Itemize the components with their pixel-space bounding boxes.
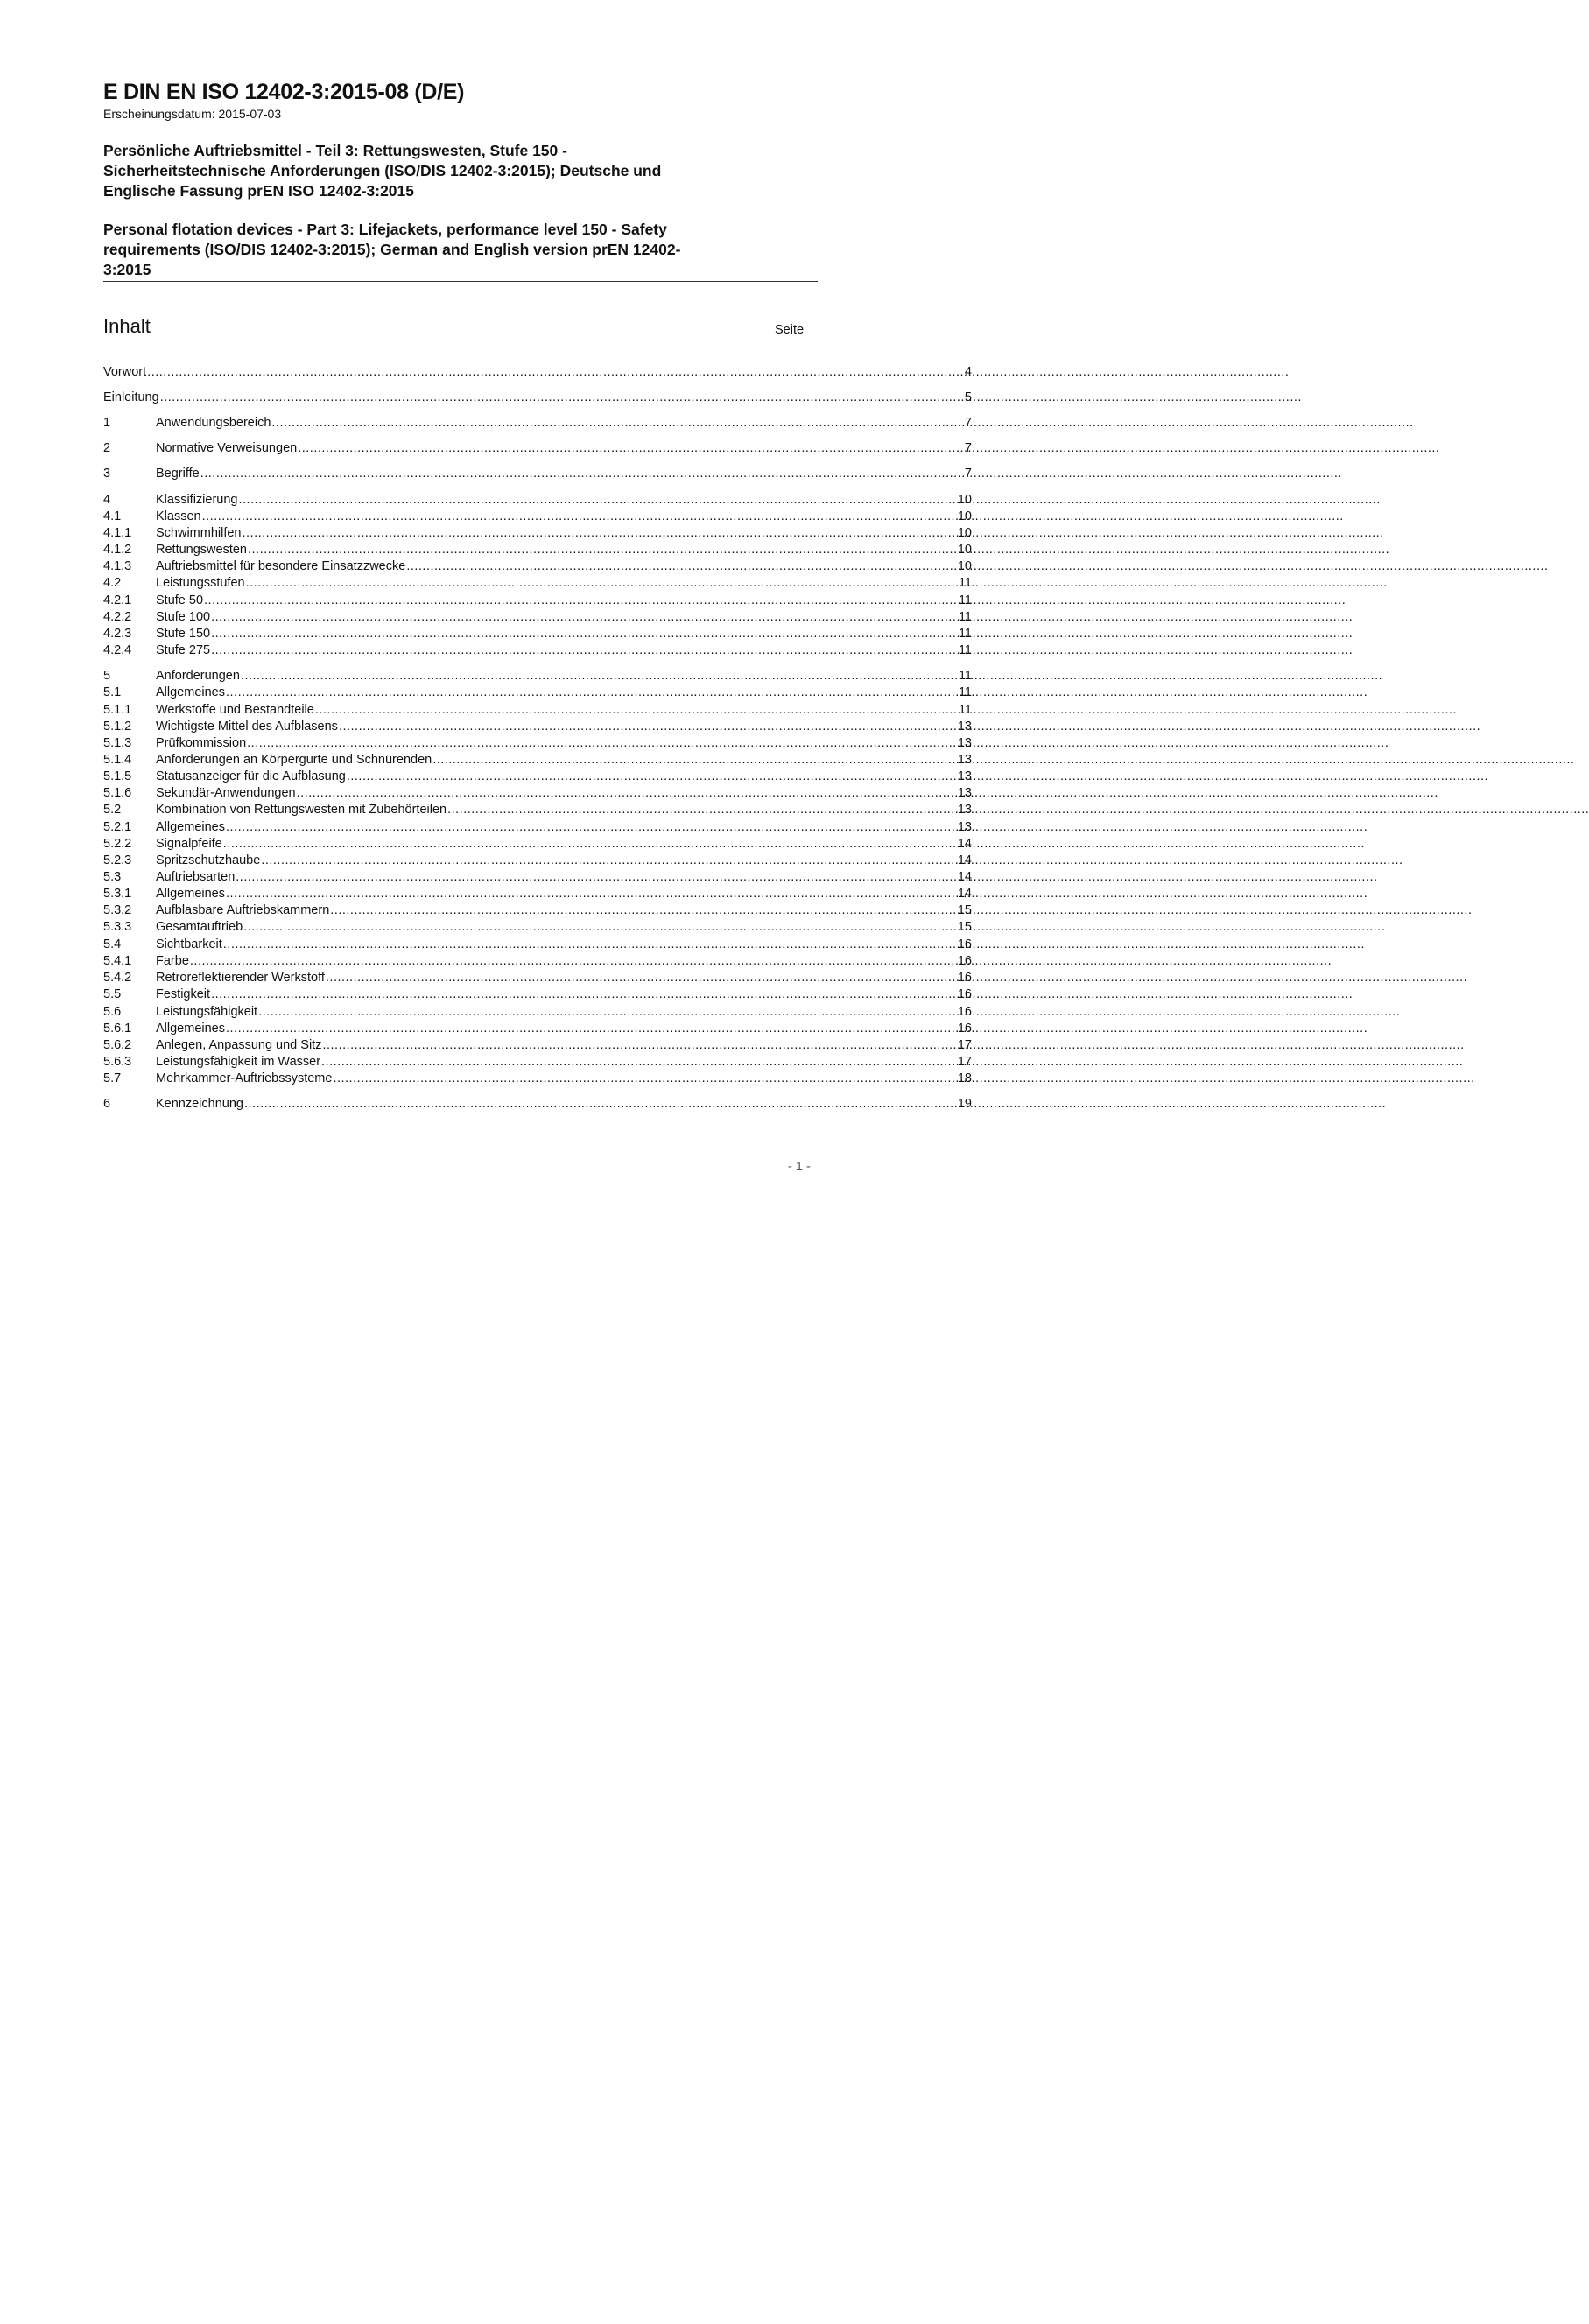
publication-date: Erscheinungsdatum: 2015-07-03	[103, 107, 282, 121]
toc-entry[interactable]	[103, 719, 972, 735]
toc-entry-title: Sichtbarkeit	[156, 937, 222, 951]
toc-entry-page: 5	[964, 390, 972, 404]
toc-entry[interactable]	[103, 752, 972, 769]
toc-entry-number: 5.3.1	[103, 887, 132, 901]
toc-entry-number: 5.1	[103, 685, 122, 699]
toc-entry-title: Stufe 100	[156, 610, 211, 624]
toc-entry-page: 11	[958, 593, 972, 607]
toc-entry[interactable]	[103, 642, 972, 659]
toc-entry-page: 14	[957, 837, 972, 851]
toc-entry[interactable]	[103, 440, 972, 457]
toc-entry-page: 7	[964, 416, 972, 430]
toc-entry-title: Anlegen, Anpassung und Sitz	[156, 1038, 322, 1052]
toc-entry-number: 5.4.1	[103, 954, 132, 968]
toc-entry-number: 5.2	[103, 803, 122, 817]
toc-entry-number: 4	[103, 493, 111, 507]
toc-entry-page: 7	[964, 441, 972, 455]
toc-entry-number: 5.2.1	[103, 820, 132, 834]
toc-entry-page: 15	[957, 903, 972, 917]
toc-entry-number: 3	[103, 467, 111, 481]
toc-entry-title: Allgemeines	[156, 820, 225, 834]
toc-entry-page: 17	[957, 1055, 972, 1069]
toc-entry-title: Signalpfeife	[156, 837, 222, 851]
toc-entry-title: Schwimmhilfen	[156, 526, 242, 540]
toc-entry[interactable]	[103, 802, 972, 818]
toc-entry[interactable]	[103, 970, 972, 986]
toc-entry-title: Wichtigste Mittel des Aufblasens	[156, 720, 338, 734]
toc-entry-title: Anwendungsbereich	[156, 416, 271, 430]
toc-entry-title: Werkstoffe und Bestandteile	[156, 703, 314, 717]
toc-entry-number: 5.1.2	[103, 720, 132, 734]
toc-entry-page: 15	[957, 920, 972, 934]
toc-entry-number: 5.6.1	[103, 1022, 132, 1036]
toc-entry-title: Rettungswesten	[156, 543, 247, 557]
toc-entry-number: 4.2	[103, 576, 122, 590]
toc-entry-page: 4	[964, 365, 972, 379]
toc-entry-title: Kennzeichnung	[156, 1097, 243, 1111]
toc-entry-number: 5.6.2	[103, 1038, 132, 1052]
toc-entry[interactable]	[103, 575, 972, 592]
toc-entry[interactable]	[103, 1037, 972, 1054]
toc-entry-page: 11	[958, 576, 972, 590]
toc-entry[interactable]	[103, 626, 972, 642]
toc-entry[interactable]	[103, 415, 972, 432]
toc-entry-page: 19	[957, 1097, 972, 1111]
toc-entry-page: 13	[957, 769, 972, 783]
toc-entry[interactable]	[103, 609, 972, 626]
toc-entry-title: Retroreflektierender Werkstoff	[156, 971, 325, 985]
toc-entry[interactable]	[103, 593, 972, 609]
toc-entry-number: 5.1.3	[103, 736, 132, 750]
page-number: - 1 -	[788, 1160, 811, 1174]
toc-entry-title: Allgemeines	[156, 1022, 225, 1036]
toc-entry-number: 4.2.2	[103, 610, 132, 624]
toc-entry-number: 4.1.3	[103, 559, 132, 573]
toc-entry-number: 5.3.3	[103, 920, 132, 934]
toc-entry-title: Begriffe	[156, 467, 200, 481]
toc-entry-page: 13	[957, 786, 972, 800]
toc-entry[interactable]	[103, 1004, 972, 1021]
toc-entry[interactable]	[103, 853, 972, 869]
toc-entry-number: 5.3.2	[103, 903, 132, 917]
toc-entry[interactable]	[103, 390, 972, 406]
toc-entry-title: Klassifizierung	[156, 493, 238, 507]
title-german-line: Persönliche Auftriebsmittel - Teil 3: Rettungswesten, Stufe 150 -	[103, 142, 567, 159]
toc-entry-number: 2	[103, 441, 111, 455]
toc-entry[interactable]	[103, 1021, 972, 1037]
toc-entry-page: 10	[957, 543, 972, 557]
toc-entry-page: 10	[957, 559, 972, 573]
toc-entry-page: 10	[957, 493, 972, 507]
toc-entry-page: 11	[958, 627, 972, 641]
toc-entry-title: Leistungsfähigkeit im Wasser	[156, 1055, 321, 1069]
title-german-line: Sicherheitstechnische Anforderungen (ISO/DIS 12402-3:2015); Deutsche und	[103, 162, 662, 179]
toc-entry-number: 5.6.3	[103, 1055, 132, 1069]
toc-entry-number: 5.5	[103, 987, 122, 1001]
toc-entry-page: 16	[957, 971, 972, 985]
toc-entry-title: Aufblasbare Auftriebskammern	[156, 903, 330, 917]
title-english-line: 3:2015	[103, 261, 151, 278]
toc-page-column-heading: Seite	[775, 323, 805, 337]
toc-entry[interactable]	[103, 986, 972, 1003]
toc-entry[interactable]	[103, 542, 972, 558]
toc-entry-title: Statusanzeiger für die Aufblasung	[156, 769, 346, 783]
toc-entry-page: 13	[957, 736, 972, 750]
toc-entry-number: 4.2.4	[103, 643, 132, 657]
toc-entry-title: Anforderungen	[156, 669, 240, 683]
toc-entry-page: 16	[957, 1022, 972, 1036]
document-page	[0, 0, 972, 1228]
toc-entry-page: 16	[957, 954, 972, 968]
toc-entry[interactable]	[103, 685, 972, 701]
toc-entry-number: 5.2.2	[103, 837, 132, 851]
toc-entry[interactable]	[103, 492, 972, 509]
toc-entry-title: Vorwort	[103, 365, 147, 379]
toc-entry-title: Auftriebsmittel für besondere Einsatzzwecke	[156, 559, 406, 573]
toc-entry-title: Stufe 275	[156, 643, 211, 657]
toc-entry-number: 5.4.2	[103, 971, 132, 985]
toc-entry-title: Leistungsfähigkeit	[156, 1005, 258, 1019]
toc-entry-title: Klassen	[156, 509, 201, 523]
toc-entry-page: 11	[958, 610, 972, 624]
toc-entry-page: 11	[958, 685, 972, 699]
toc-entry[interactable]	[103, 525, 972, 542]
toc-entry-page: 14	[957, 853, 972, 867]
toc-entry-title: Anforderungen an Körpergurte und Schnürenden	[156, 753, 432, 767]
toc-entry-page: 11	[958, 703, 972, 717]
toc-entry[interactable]	[103, 1096, 972, 1113]
toc-entry[interactable]	[103, 937, 972, 953]
toc-entry-page: 16	[957, 987, 972, 1001]
toc-entry[interactable]	[103, 869, 972, 886]
toc-entry-number: 6	[103, 1097, 111, 1111]
toc-entry-number: 5	[103, 669, 111, 683]
toc-entry-title: Gesamtauftrieb	[156, 920, 243, 934]
toc-entry[interactable]	[103, 819, 972, 836]
toc-entry-title: Leistungsstufen	[156, 576, 245, 590]
toc-entry-title: Spritzschutzhaube	[156, 853, 261, 867]
toc-entry-number: 5.7	[103, 1071, 122, 1085]
table-of-contents	[0, 0, 972, 1228]
toc-entry[interactable]	[103, 836, 972, 853]
toc-entry-page: 10	[957, 509, 972, 523]
toc-entry-number: 5.4	[103, 937, 122, 951]
toc-entry-title: Festigkeit	[156, 987, 211, 1001]
toc-entry-page: 13	[957, 803, 972, 817]
toc-entry-number: 5.1.5	[103, 769, 132, 783]
toc-entry[interactable]	[103, 364, 972, 381]
toc-entry-page: 13	[957, 720, 972, 734]
toc-entry-number: 4.2.3	[103, 627, 132, 641]
toc-entry-title: Stufe 50	[156, 593, 204, 607]
toc-entry[interactable]	[103, 558, 972, 575]
toc-entry-page: 16	[957, 1005, 972, 1019]
toc-entry[interactable]	[103, 1054, 972, 1071]
toc-entry[interactable]	[103, 509, 972, 525]
toc-entry-title: Kombination von Rettungswesten mit Zubehörteilen	[156, 803, 447, 817]
toc-entry-page: 14	[957, 870, 972, 884]
toc-entry[interactable]	[103, 702, 972, 719]
toc-entry[interactable]	[103, 735, 972, 752]
toc-entry-title: Auftriebsarten	[156, 870, 236, 884]
toc-entry-number: 5.1.6	[103, 786, 132, 800]
toc-entry-number: 1	[103, 416, 111, 430]
toc-entry-page: 11	[958, 669, 972, 683]
toc-entry-number: 5.6	[103, 1005, 122, 1019]
toc-entry-page: 11	[958, 643, 972, 657]
toc-entry-page: 17	[957, 1038, 972, 1052]
toc-entry-number: 5.3	[103, 870, 122, 884]
toc-heading: Inhalt	[103, 315, 151, 337]
toc-entry[interactable]	[103, 466, 972, 482]
toc-entry[interactable]	[103, 769, 972, 785]
toc-entry-title: Farbe	[156, 954, 189, 968]
toc-entry-number: 4.1.1	[103, 526, 132, 540]
toc-entry[interactable]	[103, 785, 972, 802]
toc-entry[interactable]	[103, 1071, 972, 1087]
toc-entry-page: 18	[957, 1071, 972, 1085]
toc-entry-title: Stufe 150	[156, 627, 211, 641]
toc-entry[interactable]	[103, 953, 972, 970]
toc-entry-page: 16	[957, 937, 972, 951]
toc-entry-title: Prüfkommission	[156, 736, 247, 750]
toc-entry-title: Sekundär-Anwendungen	[156, 786, 296, 800]
title-english-line: Personal flotation devices - Part 3: Lifejackets, performance level 150 - Safety	[103, 221, 667, 238]
toc-entry-title: Normative Verweisungen	[156, 441, 298, 455]
title-german-line: Englische Fassung prEN ISO 12402-3:2015	[103, 182, 415, 200]
toc-entry-number: 5.1.1	[103, 703, 132, 717]
toc-entry-title: Allgemeines	[156, 887, 225, 901]
toc-entry-page: 7	[964, 467, 972, 481]
toc-entry-page: 10	[957, 526, 972, 540]
toc-entry[interactable]	[103, 919, 972, 936]
toc-entry[interactable]	[103, 902, 972, 919]
toc-entry-title: Allgemeines	[156, 685, 225, 699]
document-id: E DIN EN ISO 12402-3:2015-08 (D/E)	[103, 80, 465, 104]
toc-entry-number: 5.2.3	[103, 853, 132, 867]
toc-entry-number: 5.1.4	[103, 753, 132, 767]
toc-entry[interactable]	[103, 886, 972, 902]
toc-entry-number: 4.1.2	[103, 543, 132, 557]
toc-entry-title: Mehrkammer-Auftriebssysteme	[156, 1071, 333, 1085]
toc-entry-number: 4.2.1	[103, 593, 132, 607]
toc-entry-title: Einleitung	[103, 390, 159, 404]
toc-entry-page: 13	[957, 753, 972, 767]
toc-entry-page: 14	[957, 887, 972, 901]
toc-entry-number: 4.1	[103, 509, 122, 523]
title-english-line: requirements (ISO/DIS 12402-3:2015); German and English version prEN 12402-	[103, 241, 681, 258]
toc-entry-page: 13	[957, 820, 972, 834]
toc-entry[interactable]	[103, 668, 972, 685]
